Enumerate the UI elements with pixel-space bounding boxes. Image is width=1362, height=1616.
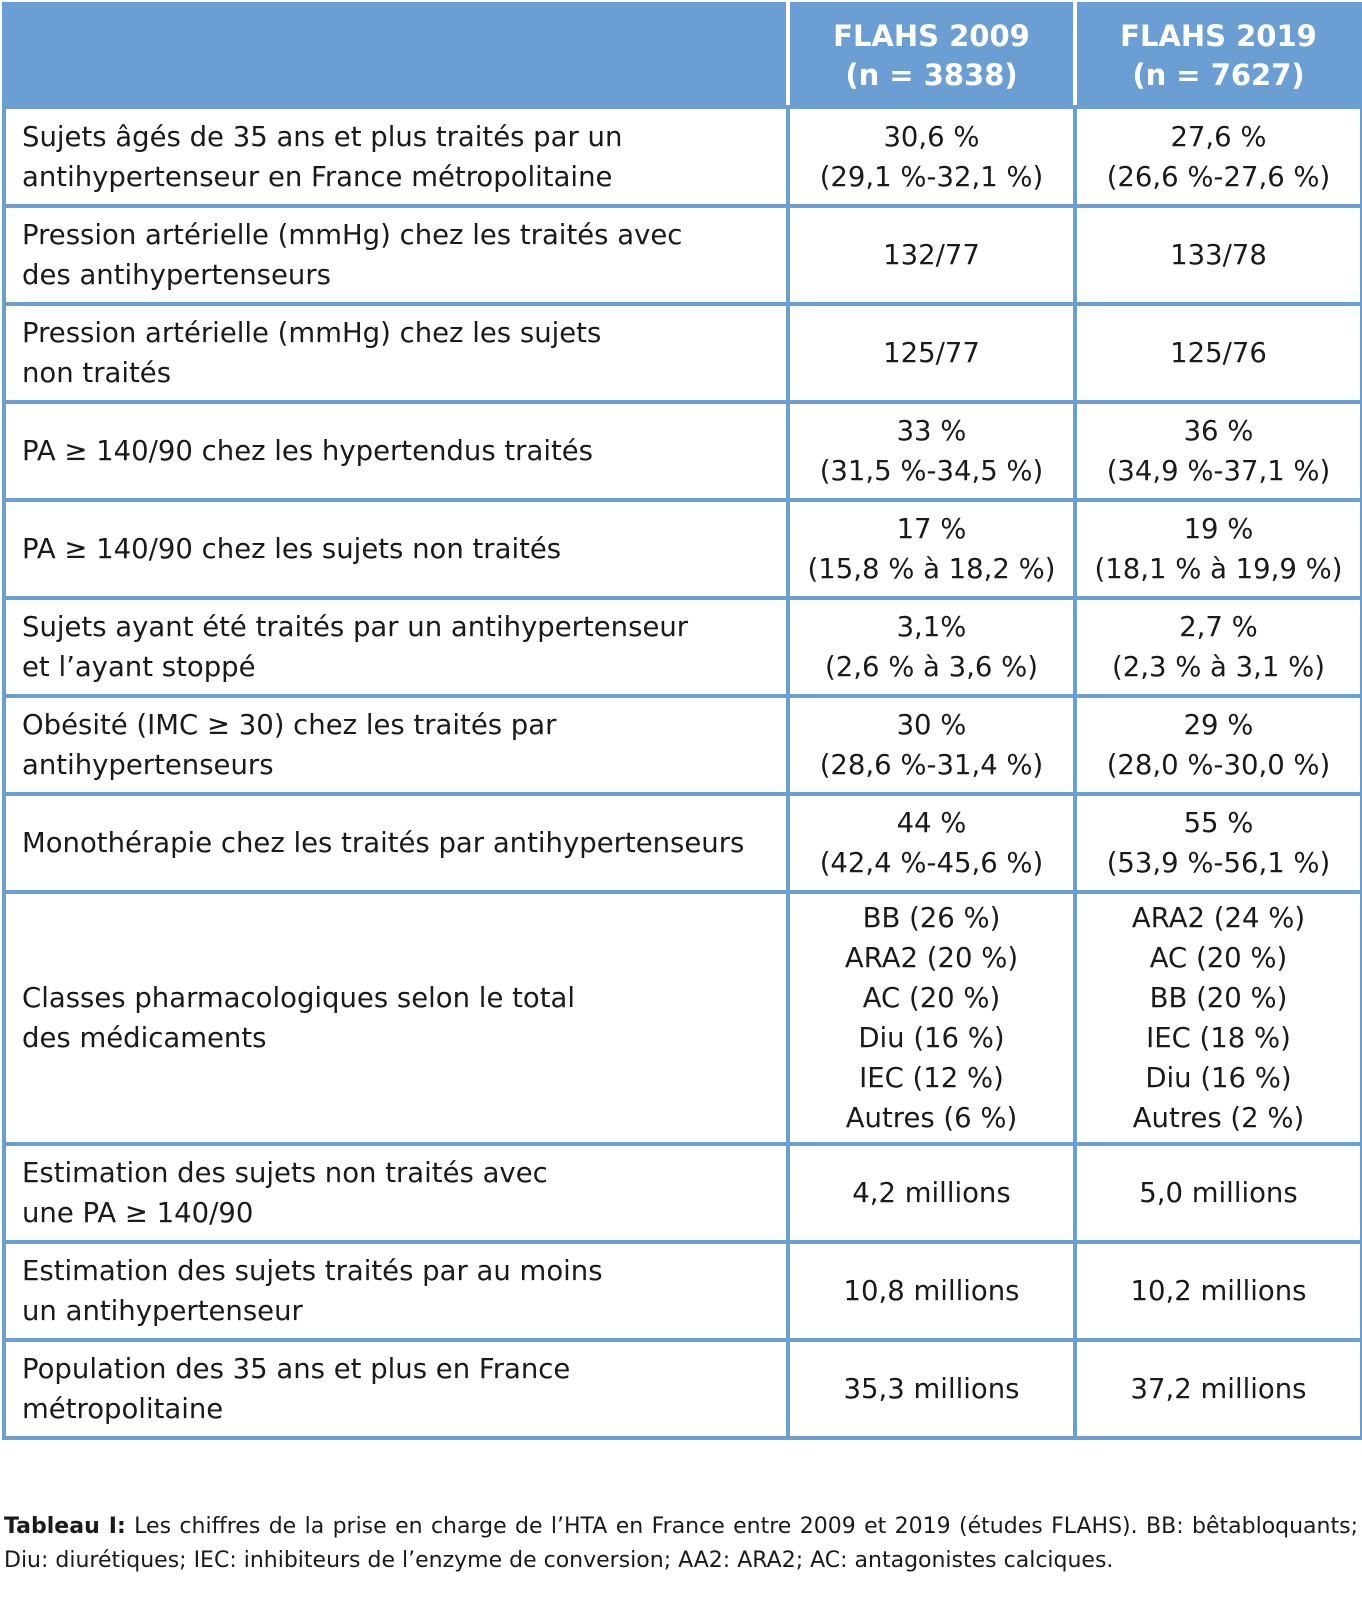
value-2019-cell xyxy=(1075,598,1362,696)
value-2019-line: 27,6 % xyxy=(1170,120,1267,153)
table-row xyxy=(4,892,1362,1144)
row-label-line: métropolitaine xyxy=(22,1393,224,1425)
value-2009-line: 30 % xyxy=(896,709,967,741)
row-label-line: antihypertenseur en France métropolitaine xyxy=(22,160,613,193)
row-label-line: Sujets ayant été traités par un antihypertenseur xyxy=(22,611,689,643)
value-2019-line: (26,6 %-27,6 %) xyxy=(1106,160,1331,193)
value-2009-line: 132/77 xyxy=(883,239,980,271)
table-row xyxy=(4,304,1362,402)
value-2019-line: IEC (18 %) xyxy=(1146,1022,1291,1054)
row-label-line: des médicaments xyxy=(22,1022,267,1054)
row-label-cell xyxy=(4,107,788,206)
table-row xyxy=(4,598,1362,696)
header-2009-title: FLAHS 2009 xyxy=(833,18,1030,53)
value-2019-line: 5,0 millions xyxy=(1139,1177,1298,1209)
value-2019-line: 37,2 millions xyxy=(1130,1373,1307,1405)
value-2009-line: Diu (16 %) xyxy=(858,1022,1005,1054)
row-label-line: PA ≥ 140/90 chez les sujets non traités xyxy=(22,533,562,565)
table-row xyxy=(4,500,1362,598)
row-label-line: PA ≥ 140/90 chez les hypertendus traités xyxy=(22,435,594,467)
value-2019-line: (18,1 % à 19,9 %) xyxy=(1094,553,1343,585)
value-2009-line: (31,5 %-34,5 %) xyxy=(819,455,1044,487)
value-2009-line: 3,1% xyxy=(896,611,967,643)
row-label-line: antihypertenseurs xyxy=(22,749,274,781)
value-2019-line: 133/78 xyxy=(1170,239,1267,271)
value-2019-line: Autres (2 %) xyxy=(1132,1102,1305,1134)
value-2019-line: 125/76 xyxy=(1170,337,1267,369)
row-label-cell xyxy=(4,1340,788,1438)
table-body xyxy=(4,107,1362,1438)
table-row xyxy=(4,402,1362,500)
table-row xyxy=(4,206,1362,304)
caption-title: Tableau I: xyxy=(4,1514,126,1539)
value-2009-cell xyxy=(788,1144,1075,1242)
value-2009-cell xyxy=(788,402,1075,500)
row-label-cell xyxy=(4,892,788,1144)
value-2019-cell xyxy=(1075,402,1362,500)
value-2009-line: (2,6 % à 3,6 %) xyxy=(824,651,1038,683)
value-2009-line: BB (26 %) xyxy=(862,902,1001,934)
row-label-line: une PA ≥ 140/90 xyxy=(22,1197,254,1229)
value-2019-line: (34,9 %-37,1 %) xyxy=(1106,455,1331,487)
table-caption xyxy=(4,1510,1358,1578)
row-label-line: Monothérapie chez les traités par antihypertenseurs xyxy=(22,827,745,859)
header-2009-sample-size: (n = 3838) xyxy=(845,57,1018,92)
value-2009-line: (15,8 % à 18,2 %) xyxy=(807,553,1056,585)
row-label-cell xyxy=(4,794,788,892)
row-label-line: Classes pharmacologiques selon le total xyxy=(22,982,575,1014)
value-2009-cell xyxy=(788,892,1075,1144)
table-row xyxy=(4,794,1362,892)
value-2009-line: AC (20 %) xyxy=(862,982,1001,1014)
value-2019-cell xyxy=(1075,794,1362,892)
value-2009-cell xyxy=(788,304,1075,402)
value-2019-cell xyxy=(1075,1144,1362,1242)
value-2019-line: 36 % xyxy=(1183,415,1254,447)
value-2009-line: (42,4 %-45,6 %) xyxy=(819,847,1044,879)
value-2019-cell xyxy=(1075,1242,1362,1340)
row-label-line: Population des 35 ans et plus en France xyxy=(22,1353,571,1385)
value-2009-cell xyxy=(788,1242,1075,1340)
table-row xyxy=(4,1144,1362,1242)
flahs-results-table xyxy=(2,2,1362,1440)
value-2009-line: 44 % xyxy=(896,807,967,839)
row-label-line: et l’ayant stoppé xyxy=(22,651,256,683)
row-label-line: Estimation des sujets non traités avec xyxy=(22,1157,548,1189)
value-2019-cell xyxy=(1075,892,1362,1144)
table-row xyxy=(4,1340,1362,1438)
row-label-line: un antihypertenseur xyxy=(22,1295,303,1327)
row-label-line: Pression artérielle (mmHg) chez les sujets xyxy=(22,317,602,349)
value-2009-cell xyxy=(788,696,1075,794)
value-2019-cell xyxy=(1075,206,1362,304)
row-label-cell xyxy=(4,696,788,794)
value-2009-cell xyxy=(788,107,1075,206)
value-2009-line: 30,6 % xyxy=(883,120,980,153)
row-label-cell xyxy=(4,500,788,598)
value-2009-line: 4,2 millions xyxy=(852,1177,1011,1209)
row-label-cell xyxy=(4,598,788,696)
value-2009-cell xyxy=(788,1340,1075,1438)
value-2019-line: 29 % xyxy=(1183,709,1254,741)
value-2019-cell xyxy=(1075,304,1362,402)
value-2019-line: (53,9 %-56,1 %) xyxy=(1106,847,1331,879)
value-2019-cell xyxy=(1075,107,1362,206)
value-2019-line: (2,3 % à 3,1 %) xyxy=(1111,651,1325,683)
value-2009-line: (29,1 %-32,1 %) xyxy=(819,160,1044,193)
header-flahs-2009 xyxy=(788,4,1075,107)
value-2019-line: AC (20 %) xyxy=(1149,942,1288,974)
value-2009-line: (28,6 %-31,4 %) xyxy=(819,749,1044,781)
row-label-line: non traités xyxy=(22,357,172,389)
row-label-cell xyxy=(4,304,788,402)
caption-text: Les chiffres de la prise en charge de l’HTA en France entre 2009 et 2019 (études FLAHS). BB: bêtabloquants; Diu: diurétiques; IEC: inhibiteurs de l’enzyme de conversion; AA2: ARA2; AC: antagonistes calciques. xyxy=(4,1514,1358,1573)
row-label-line: Pression artérielle (mmHg) chez les traités avec xyxy=(22,219,683,251)
row-label-cell xyxy=(4,402,788,500)
table-header-row xyxy=(4,4,1362,107)
value-2009-line: Autres (6 %) xyxy=(845,1102,1018,1134)
header-blank-cell xyxy=(4,4,788,107)
value-2009-line: 33 % xyxy=(896,415,967,447)
header-2019-title: FLAHS 2019 xyxy=(1120,18,1317,53)
value-2019-line: 10,2 millions xyxy=(1130,1275,1307,1307)
row-label-cell xyxy=(4,1144,788,1242)
table-row xyxy=(4,107,1362,206)
value-2009-line: 125/77 xyxy=(883,337,980,369)
row-label-line: Estimation des sujets traités par au moins xyxy=(22,1255,603,1287)
row-label-line: des antihypertenseurs xyxy=(22,259,331,291)
value-2019-cell xyxy=(1075,1340,1362,1438)
value-2009-line: IEC (12 %) xyxy=(859,1062,1004,1094)
value-2009-cell xyxy=(788,598,1075,696)
value-2019-line: ARA2 (24 %) xyxy=(1131,902,1306,934)
value-2009-line: 17 % xyxy=(896,513,967,545)
value-2009-line: 35,3 millions xyxy=(843,1373,1020,1405)
row-label-cell xyxy=(4,206,788,304)
row-label-line: Obésité (IMC ≥ 30) chez les traités par xyxy=(22,709,557,741)
value-2009-cell xyxy=(788,500,1075,598)
value-2019-line: (28,0 %-30,0 %) xyxy=(1106,749,1331,781)
results-table-container xyxy=(2,2,1360,1440)
value-2009-line: 10,8 millions xyxy=(843,1275,1020,1307)
header-2019-sample-size: (n = 7627) xyxy=(1132,57,1305,92)
table-row xyxy=(4,696,1362,794)
header-flahs-2019 xyxy=(1075,4,1362,107)
table-row xyxy=(4,1242,1362,1340)
value-2019-line: 55 % xyxy=(1183,807,1254,839)
value-2009-cell xyxy=(788,206,1075,304)
value-2019-line: BB (20 %) xyxy=(1149,982,1288,1014)
value-2019-cell xyxy=(1075,500,1362,598)
value-2019-line: 19 % xyxy=(1183,513,1254,545)
row-label-cell xyxy=(4,1242,788,1340)
value-2019-cell xyxy=(1075,696,1362,794)
value-2019-line: 2,7 % xyxy=(1179,611,1258,643)
value-2019-line: Diu (16 %) xyxy=(1145,1062,1292,1094)
row-label-line: Sujets âgés de 35 ans et plus traités par un xyxy=(22,120,623,153)
value-2009-line: ARA2 (20 %) xyxy=(844,942,1019,974)
value-2009-cell xyxy=(788,794,1075,892)
